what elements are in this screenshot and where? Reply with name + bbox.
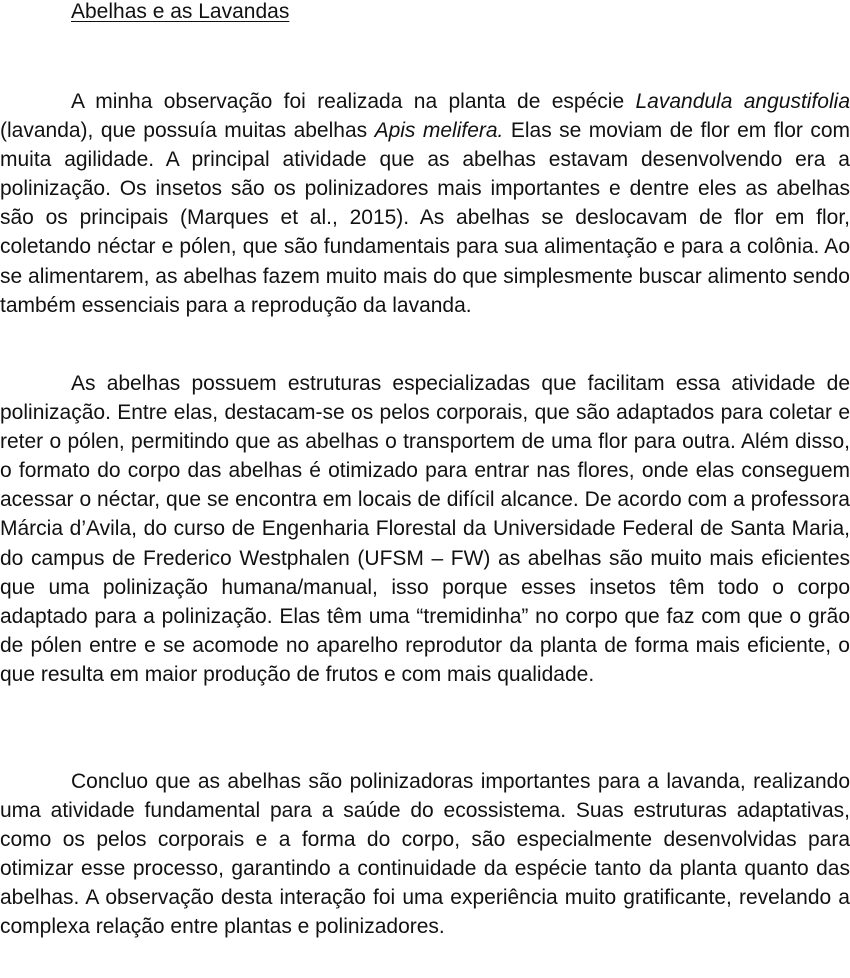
paragraph-observation: [0, 87, 850, 320]
p1-text-3: Elas se moviam de flor em flor com muita agilidade. A principal atividade que as abelhas estavam desenvolvendo era a polinização. Os insetos são os polinizadores mais importantes e dentre eles as abelhas são os principais (Marques et al., 2015). As abelhas se deslocavam de flor em flor, coletando néctar e pólen, que são fundamentais para sua alimentação e para a colônia. Ao se alimentarem, as abelhas fazem muito mais do que simplesmente buscar alimento sendo também essenciais para a reprodução da lavanda.: [0, 119, 850, 317]
species-name-bee: Apis melifera.: [374, 119, 504, 143]
species-name-lavender: Lavandula angustifolia: [635, 90, 850, 113]
p1-text-1: A minha observação foi realizada na planta de espécie: [71, 90, 636, 113]
document-title: Abelhas e as Lavandas: [71, 0, 290, 23]
paragraph-structures: As abelhas possuem estruturas especializadas que facilitam essa atividade de polinização. Entre elas, destacam-se os pelos corporais, que são adaptados para coletar e reter o pólen, permitindo que as abelhas o transportem de uma flor para outra. Além disso, o formato do corpo das abelhas é otimizado para entrar nas flores, onde elas conseguem acessar o néctar, que se encontra em locais de difícil alcance. De acordo com a professora Márcia d’Avila, do curso de Engenharia Florestal da Universidade Federal de Santa Maria, do campus de Frederico Westphalen (UFSM – FW) as abelhas são muito mais eficientes que uma polinização humana/manual, isso porque esses insetos têm todo o corpo adaptado para a polinização. Elas têm uma “tremidinha” no corpo que faz com que o grão de pólen entre e se acomode no aparelho reprodutor da planta de forma mais eficiente, o que resulta em maior produção de frutos e com mais qualidade.: [0, 372, 850, 686]
p1-text-2: (lavanda), que possuía muitas abelhas: [0, 119, 375, 143]
paragraph-conclusion: Concluo que as abelhas são polinizadoras importantes para a lavanda, realizando uma atividade fundamental para a saúde do ecossistema. Suas estruturas adaptativas, como os pelos corporais e a forma do corpo, são especialmente desenvolvidas para otimizar esse processo, garantindo a continuidade da espécie tanto da planta quanto das abelhas. A observação desta interação foi uma experiência muito gratificante, revelando a complexa relação entre plantas e polinizadores.: [0, 770, 850, 939]
